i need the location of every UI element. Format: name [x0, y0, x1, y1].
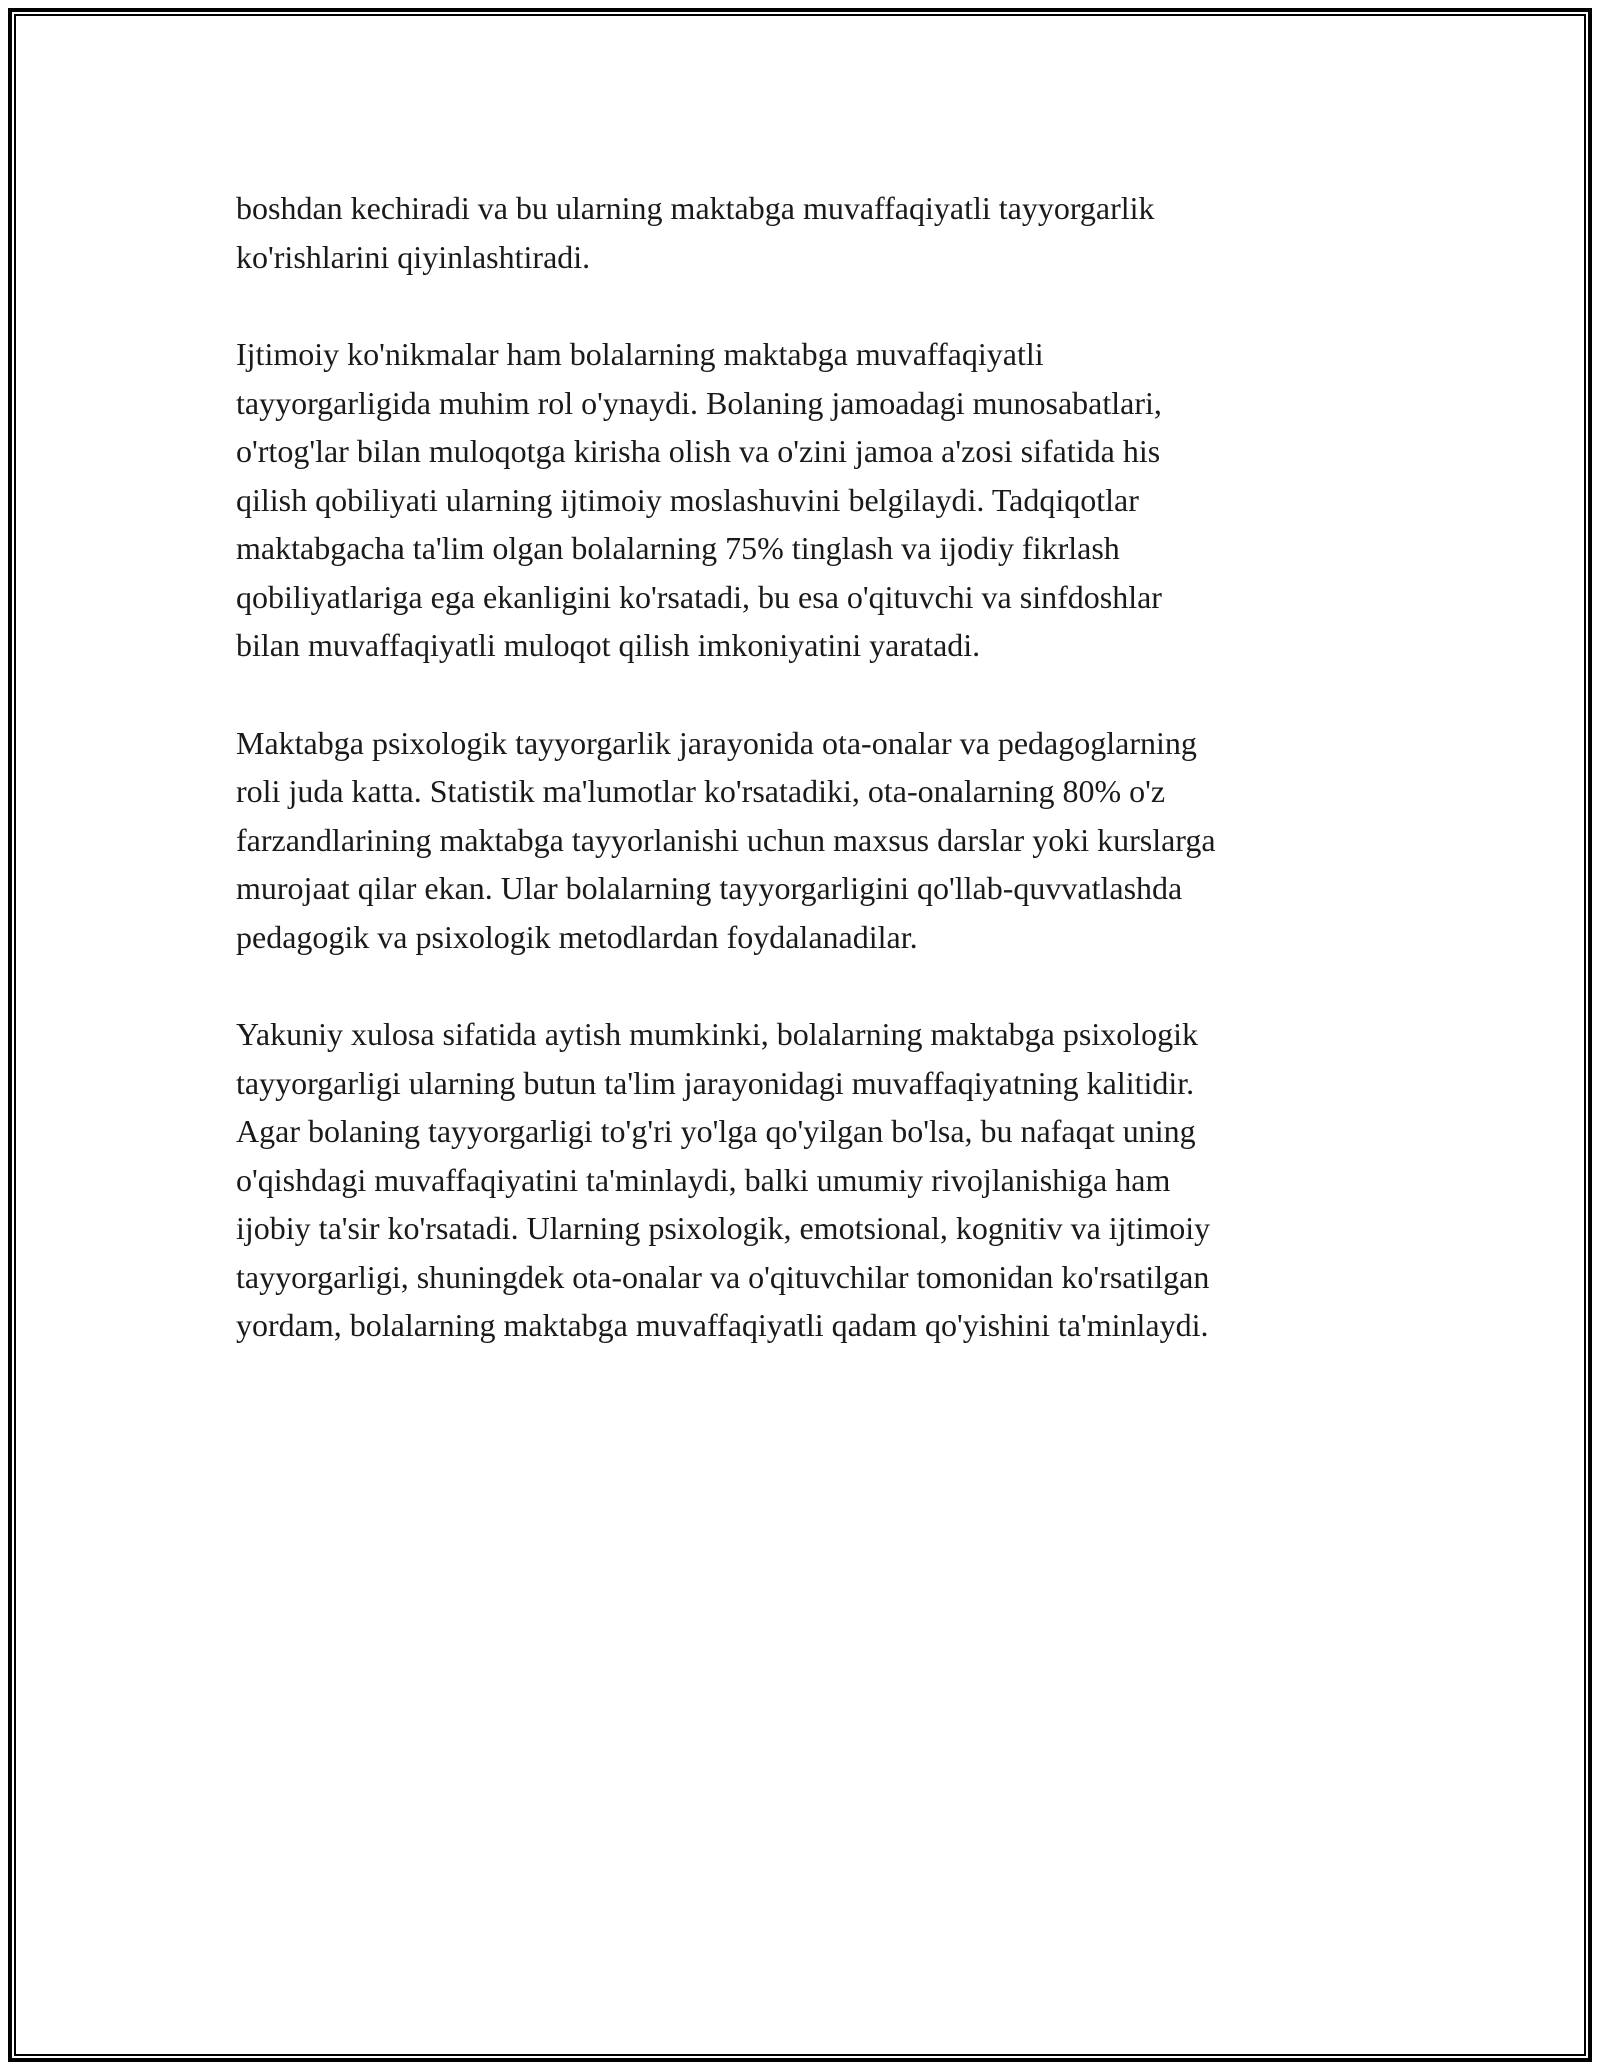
- paragraph-3: Maktabga psixologik tayyorgarlik jarayonida ota-onalar va pedagoglarning roli juda katta. Statistik ma'lumotlar ko'rsatadiki, ota-onalarning 80% o'z farzandlarining maktabga tayyorlanishi uchun maxsus darslar yoki kurslarga murojaat qilar ekan. Ular bolalarning tayyorgarligini qo'llab-quvvatlashda pedagogik va psixologik metodlardan foydalanadilar.: [236, 724, 1216, 955]
- document-body: [236, 184, 1376, 1399]
- paragraph-2: Ijtimoiy ko'nikmalar ham bolalarning maktabga muvaffaqiyatli tayyorgarligida muhim rol o'ynaydi. Bolaning jamoadagi munosabatlari, o'rtog'lar bilan muloqotga kirisha olish va o'zini jamoa a'zosi sifatida his qilish qobiliyati ularning ijtimoiy moslashuvini belgilaydi. Tadqiqotlar maktabgacha ta'lim olgan bolalarning 75% tinglash va ijodiy fikrlash qobiliyatlariga ega ekanligini ko'rsatadi, bu esa o'qituvchi va sinfdoshlar bilan muvaffaqiyatli muloqot qilish imkoniyatini yaratadi.: [236, 336, 1162, 663]
- paragraph-4: Yakuniy xulosa sifatida aytish mumkinki, bolalarning maktabga psixologik tayyorgarligi ularning butun ta'lim jarayonidagi muvaffaqiyatning kalitidir. Agar bolaning tayyorgarligi to'g'ri yo'lga qo'yilgan bo'lsa, bu nafaqat uning o'qishdagi muvaffaqiyatini ta'minlaydi, balki umumiy rivojlanishiga ham ijobiy ta'sir ko'rsatadi. Ularning psixologik, emotsional, kognitiv va ijtimoiy tayyorgarligi, shuningdek ota-onalar va o'qituvchilar tomonidan ko'rsatilgan yordam, bolalarning maktabga muvaffaqiyatli qadam qo'yishini ta'minlaydi.: [236, 1016, 1211, 1343]
- paragraph-1: boshdan kechiradi va bu ularning maktabga muvaffaqiyatli tayyorgarlik ko'rishlarini qiyinlashtiradi.: [236, 190, 1155, 275]
